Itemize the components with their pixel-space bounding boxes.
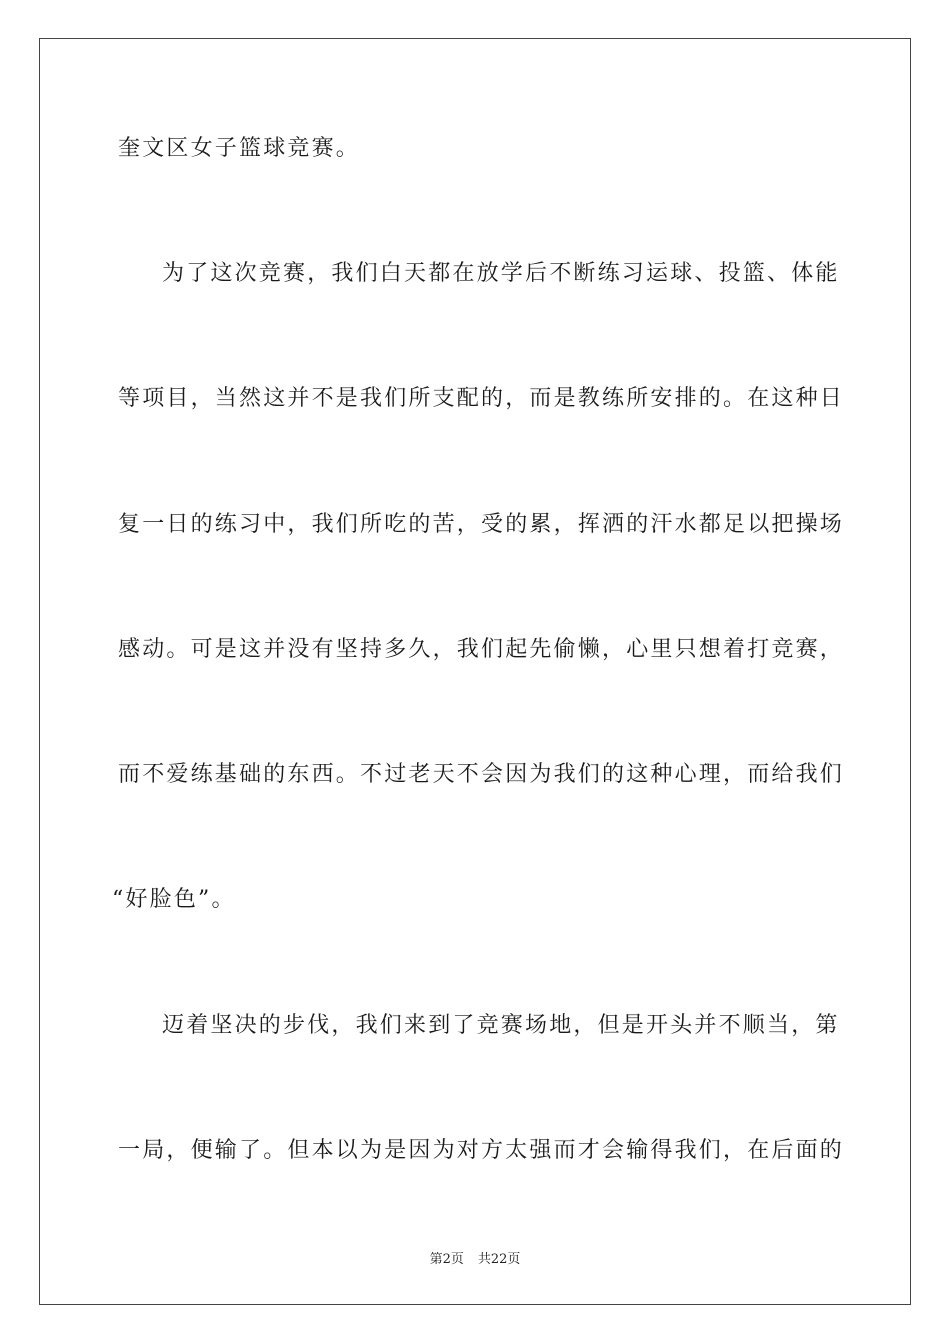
page-number: 第2页 xyxy=(429,1252,464,1267)
page-total: 共22页 xyxy=(477,1252,521,1267)
text-line-4: 复一日的练习中，我们所吃的苦，受的累，挥洒的汗水都足以把操场 xyxy=(118,512,845,537)
text-line-9: 一局，便输了。但本以为是因为对方太强而才会输得我们，在后面的 xyxy=(118,1138,845,1163)
text-line-8: 迈着坚决的步伐，我们来到了竞赛场地，但是开头并不顺当，第 xyxy=(162,1013,840,1038)
text-line-3: 等项目，当然这并不是我们所支配的，而是教练所安排的。在这种日 xyxy=(118,386,845,411)
text-line-6: 而不爱练基础的东西。不过老天不会因为我们的这种心理，而给我们 xyxy=(118,762,845,787)
text-line-2: 为了这次竞赛，我们白天都在放学后不断练习运球、投篮、体能 xyxy=(162,261,840,286)
page-footer xyxy=(0,1248,950,1267)
text-line-1: 奎文区女子篮球竞赛。 xyxy=(118,136,361,161)
text-line-5: 感动。可是这并没有坚持多久，我们起先偷懒，心里只想着打竞赛， xyxy=(118,637,845,662)
page-border xyxy=(39,38,911,1305)
text-line-7: “好脸色”。 xyxy=(112,887,236,912)
